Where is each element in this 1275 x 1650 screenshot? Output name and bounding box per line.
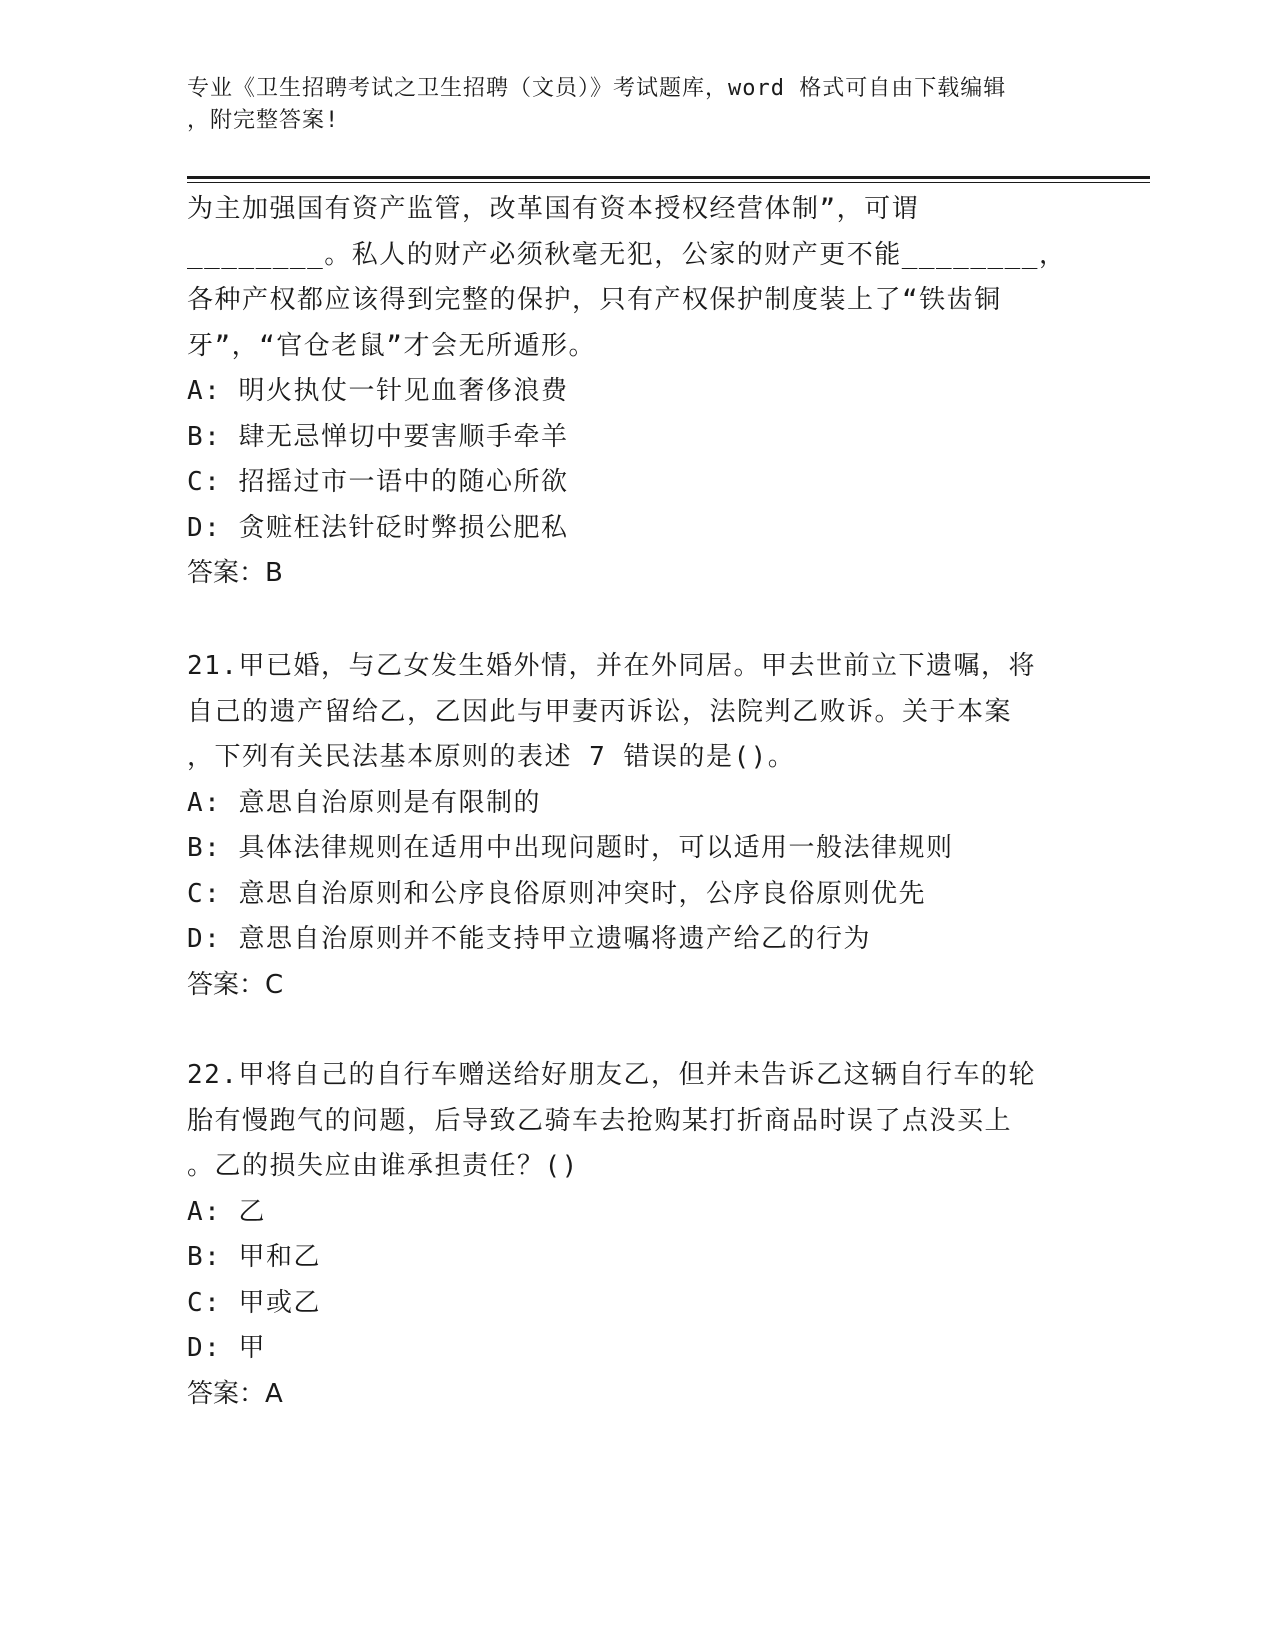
header-line: 专业《卫生招聘考试之卫生招聘（文员）》考试题库，word 格式可自由下载编辑 <box>187 76 1007 101</box>
option-b: B: 甲和乙 <box>187 1242 321 1272</box>
option-d: D: 甲 <box>187 1333 266 1363</box>
question-stem-line: 各种产权都应该得到完整的保护，只有产权保护制度装上了“铁齿铜 <box>187 285 1002 315</box>
document-header <box>187 73 1067 137</box>
header-divider-thick <box>187 176 1150 179</box>
question-stem-line: 牙”，“官仓老鼠”才会无所遁形。 <box>187 330 596 361</box>
option-a: A: 明火执仗一针见血奢侈浪费 <box>187 376 569 406</box>
question-stem-line: 。乙的损失应由谁承担责任？() <box>187 1151 579 1181</box>
option-c: C: 甲或乙 <box>187 1287 321 1318</box>
option-c: C: 意思自治原则和公序良俗原则冲突时，公序良俗原则优先 <box>187 878 926 909</box>
question-stem-line: ，下列有关民法基本原则的表述 7 错误的是()。 <box>187 742 796 772</box>
answer-line: 答案：B <box>187 558 283 588</box>
option-d: D: 意思自治原则并不能支持甲立遗嘱将遗产给乙的行为 <box>187 924 871 954</box>
question-stem-line: 为主加强国有资产监管，改革国有资本授权经营体制”，可谓 <box>187 194 920 224</box>
question-block-22 <box>187 1053 1107 1417</box>
option-a: A: 意思自治原则是有限制的 <box>187 787 541 818</box>
question-stem-line: ________。私人的财产必须秋毫无犯，公家的财产更不能________， <box>187 239 1067 270</box>
question-block-20 <box>187 187 1107 597</box>
question-stem-line: 21.甲已婚，与乙女发生婚外情，并在外同居。甲去世前立下遗嘱，将 <box>187 651 1036 681</box>
question-stem-line: 胎有慢跑气的问题，后导致乙骑车去抢购某打折商品时误了点没买上 <box>187 1105 1013 1136</box>
option-a: A: 乙 <box>187 1196 266 1227</box>
question-block-21 <box>187 644 1107 1008</box>
option-c: C: 招摇过市一语中的随心所欲 <box>187 467 569 497</box>
option-b: B: 肆无忌惮切中要害顺手牵羊 <box>187 421 569 452</box>
answer-line: 答案：C <box>187 969 284 1000</box>
header-divider-thin <box>187 182 1150 183</box>
question-stem-line: 22.甲将自己的自行车赠送给好朋友乙，但并未告诉乙这辆自行车的轮 <box>187 1060 1036 1090</box>
header-line: ，附完整答案! <box>187 108 340 133</box>
option-d: D: 贪赃枉法针砭时弊损公肥私 <box>187 512 569 543</box>
answer-line: 答案：A <box>187 1378 283 1409</box>
option-b: B: 具体法律规则在适用中出现问题时，可以适用一般法律规则 <box>187 833 954 863</box>
question-stem-line: 自己的遗产留给乙，乙因此与甲妻丙诉讼，法院判乙败诉。关于本案 <box>187 696 1013 727</box>
